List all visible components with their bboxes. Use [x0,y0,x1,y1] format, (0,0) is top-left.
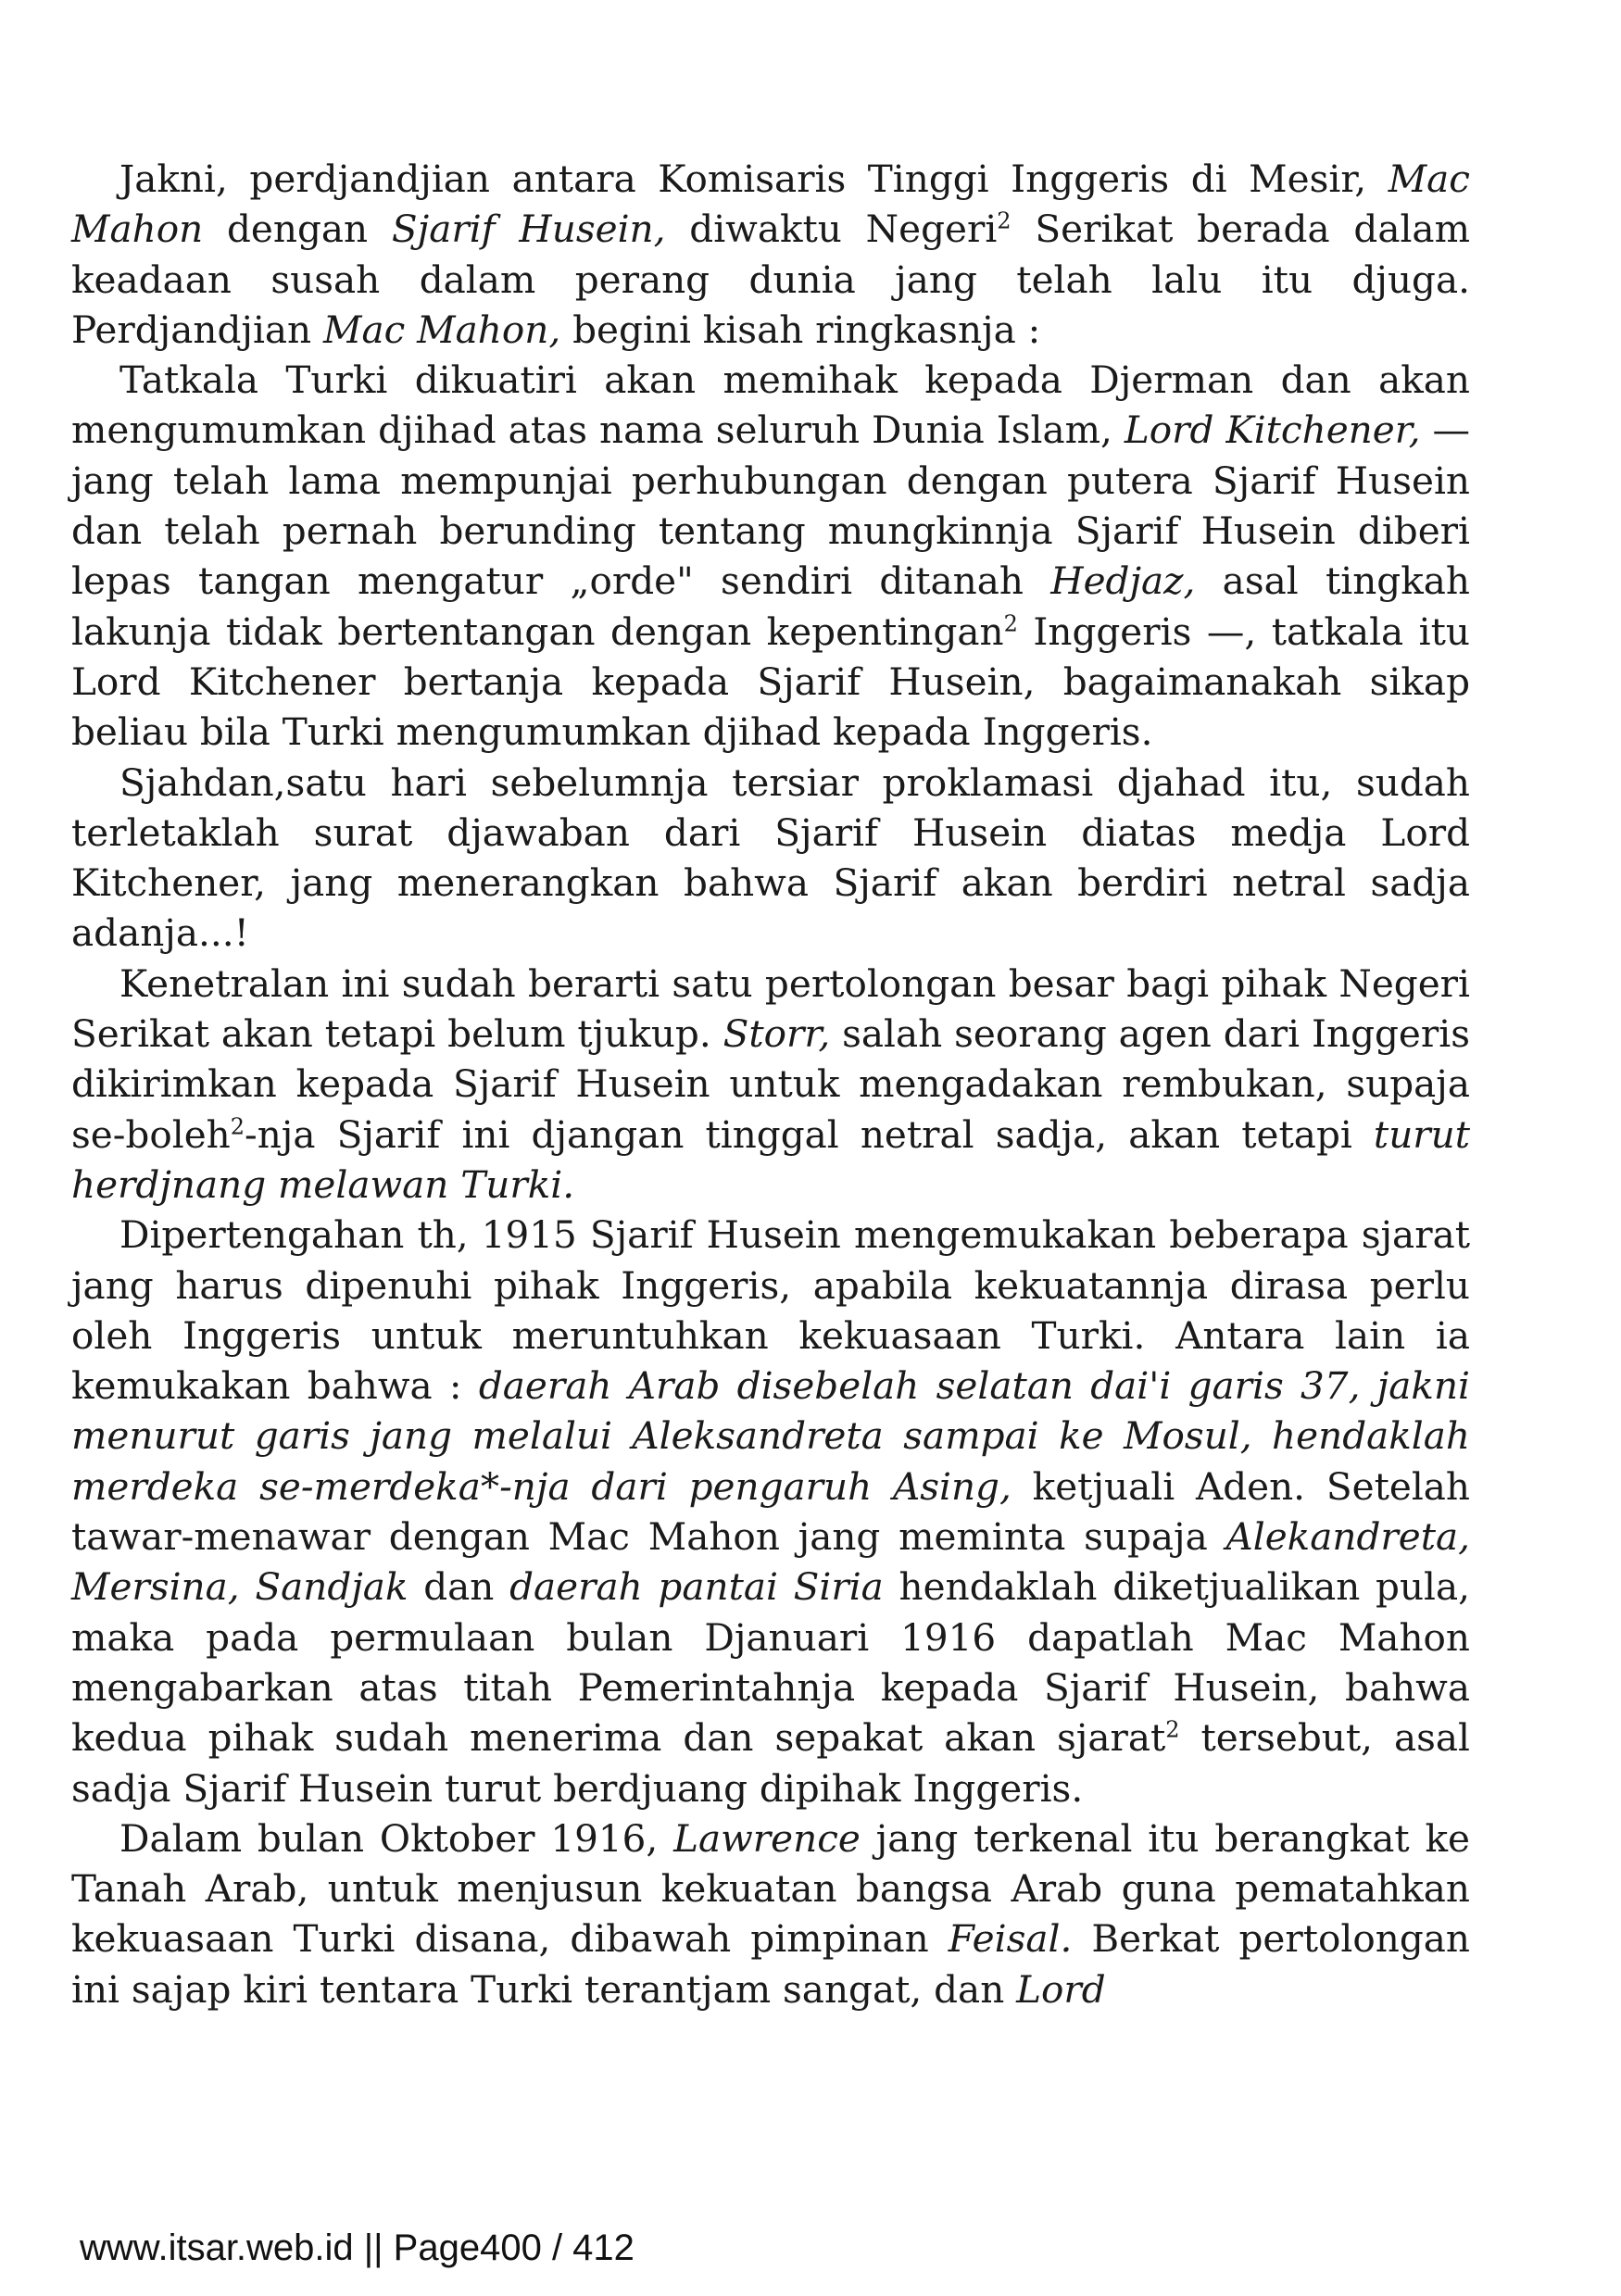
paragraph [71,758,1470,959]
italic-text: Feisal. [948,1916,1073,1962]
italic-text: daerah pantai Siria [509,1564,884,1610]
text-run: dan [408,1564,510,1610]
italic-text: Mac Mahon, [323,307,561,352]
italic-text: daerah Arab disebelah selatan dai'i garis 37, jakni menurut garis jang melalui Aleksandreta sampai ke Mosul, hendaklah merdeka se-merdeka*-nja dari pengaruh Asing, [71,1363,1470,1509]
text-run: Jakni, perdjandjian antara Komisaris Tinggi Inggeris di Mesir, [119,157,1389,201]
text-run: -nja Sjarif ini djangan tinggal netral sadja, akan tetapi [245,1111,1374,1157]
italic-text: Lord Kitchener, [1124,408,1421,453]
text-run: asal tingkah lakunja tidak bertentangan dengan kepentingan [71,558,1470,654]
page-footer: www.itsar.web.id || Page400 / 412 [80,2227,635,2268]
italic-text: Mac Mahon [71,157,1470,252]
text-run: begini kisah ringkasnja : [560,307,1041,352]
text-run: — jang telah lama mempunjai perhubungan dengan putera Sjarif Husein dan telah pernah berunding tentang mungkinnja Sjarif Husein diberi lepas tangan mengatur „orde" sendiri ditanah [71,408,1470,604]
italic-text: Alekandreta, Mersina, Sandjak [71,1514,1470,1610]
text-run: Serikat berada dalam keadaan susah dalam perang dunia jang telah lalu itu djuga. Perdjandjian [71,207,1470,352]
text-run: Inggeris —, tatkala itu Lord Kitchener bertanja kepada Sjarif Husein, bagaimanakah sikap beliau bila Turki mengumumkan djihad kepada Inggeris. [71,609,1470,755]
paragraph [71,355,1470,757]
text-run: Kenetralan ini sudah berarti satu pertolongan besar bagi pihak Negeri Serikat akan tetapi belum tjukup. [71,960,1470,1057]
italic-text: Storr, [723,1011,831,1057]
superscript: 2 [230,1113,245,1140]
superscript: 2 [997,207,1012,234]
text-run: dengan [203,207,392,252]
superscript: 2 [1003,610,1018,637]
paragraph [71,1813,1470,2014]
text-run: salah seorang agen dari Inggeris dikirimkan kepada Sjarif Husein untuk mengadakan rembukan, supaja se-boleh [71,1011,1470,1157]
paragraph [71,154,1470,355]
text-run: jang terkenal itu berangkat ke Tanah Arab, untuk menjusun kekuatan bangsa Arab guna pematahkan kekuasaan Turki disana, dibawah pimpinan [71,1815,1471,1962]
text-run: tersebut, asal sadja Sjarif Husein turut berdjuang dipihak Inggeris. [71,1715,1470,1811]
text-run: Tatkala Turki dikuatiri akan memihak kepada Djerman dan akan mengumumkan djihad atas nama seluruh Dunia Islam, [71,358,1470,453]
italic-text: Lawrence [673,1815,861,1861]
italic-text: Sjarif Husein, [391,207,666,252]
text-run: hendaklah diketjualikan pula, maka pada permulaan bulan Djanuari 1916 dapatlah Mac Mahon mengabarkan atas titah Pemerintahnja kepada Sjarif Husein, bahwa kedua pihak sudah menerima dan sepakat akan sjarat [71,1564,1471,1761]
text-run: Sjahdan,satu hari sebelumnja tersiar proklamasi djahad itu, sudah terletaklah surat djawaban dari Sjarif Husein diatas medja Lord Kitchener, jang menerangkan bahwa Sjarif akan berdiri netral sadja adanja...! [71,759,1470,956]
paragraph [71,959,1470,1210]
paragraph [71,1210,1470,1813]
text-run: diwaktu Negeri [665,207,998,252]
italic-text: Lord [1016,1966,1106,2012]
italic-text: Hedjaz, [1050,558,1196,604]
text-run: Berkat pertolongan ini sajap kiri tentara Turki terantjam sangat, dan [71,1916,1470,2012]
body-text [71,154,1470,2014]
text-run: Dalam bulan Oktober 1916, [119,1815,674,1861]
text-run: Dipertengahan th, 1915 Sjarif Husein mengemukakan beberapa sjarat jang harus dipenuhi pihak Inggeris, apabila kekuatannja dirasa perlu oleh Inggeris untuk meruntuhkan kekuasaan Turki. Antara lain ia kemukakan bahwa : [71,1212,1470,1409]
superscript: 2 [1165,1716,1180,1743]
text-run: ketjuali Aden. Setelah tawar-menawar dengan Mac Mahon jang meminta supaja [71,1463,1470,1560]
italic-text: turut herdjnang melawan Turki. [71,1111,1470,1207]
